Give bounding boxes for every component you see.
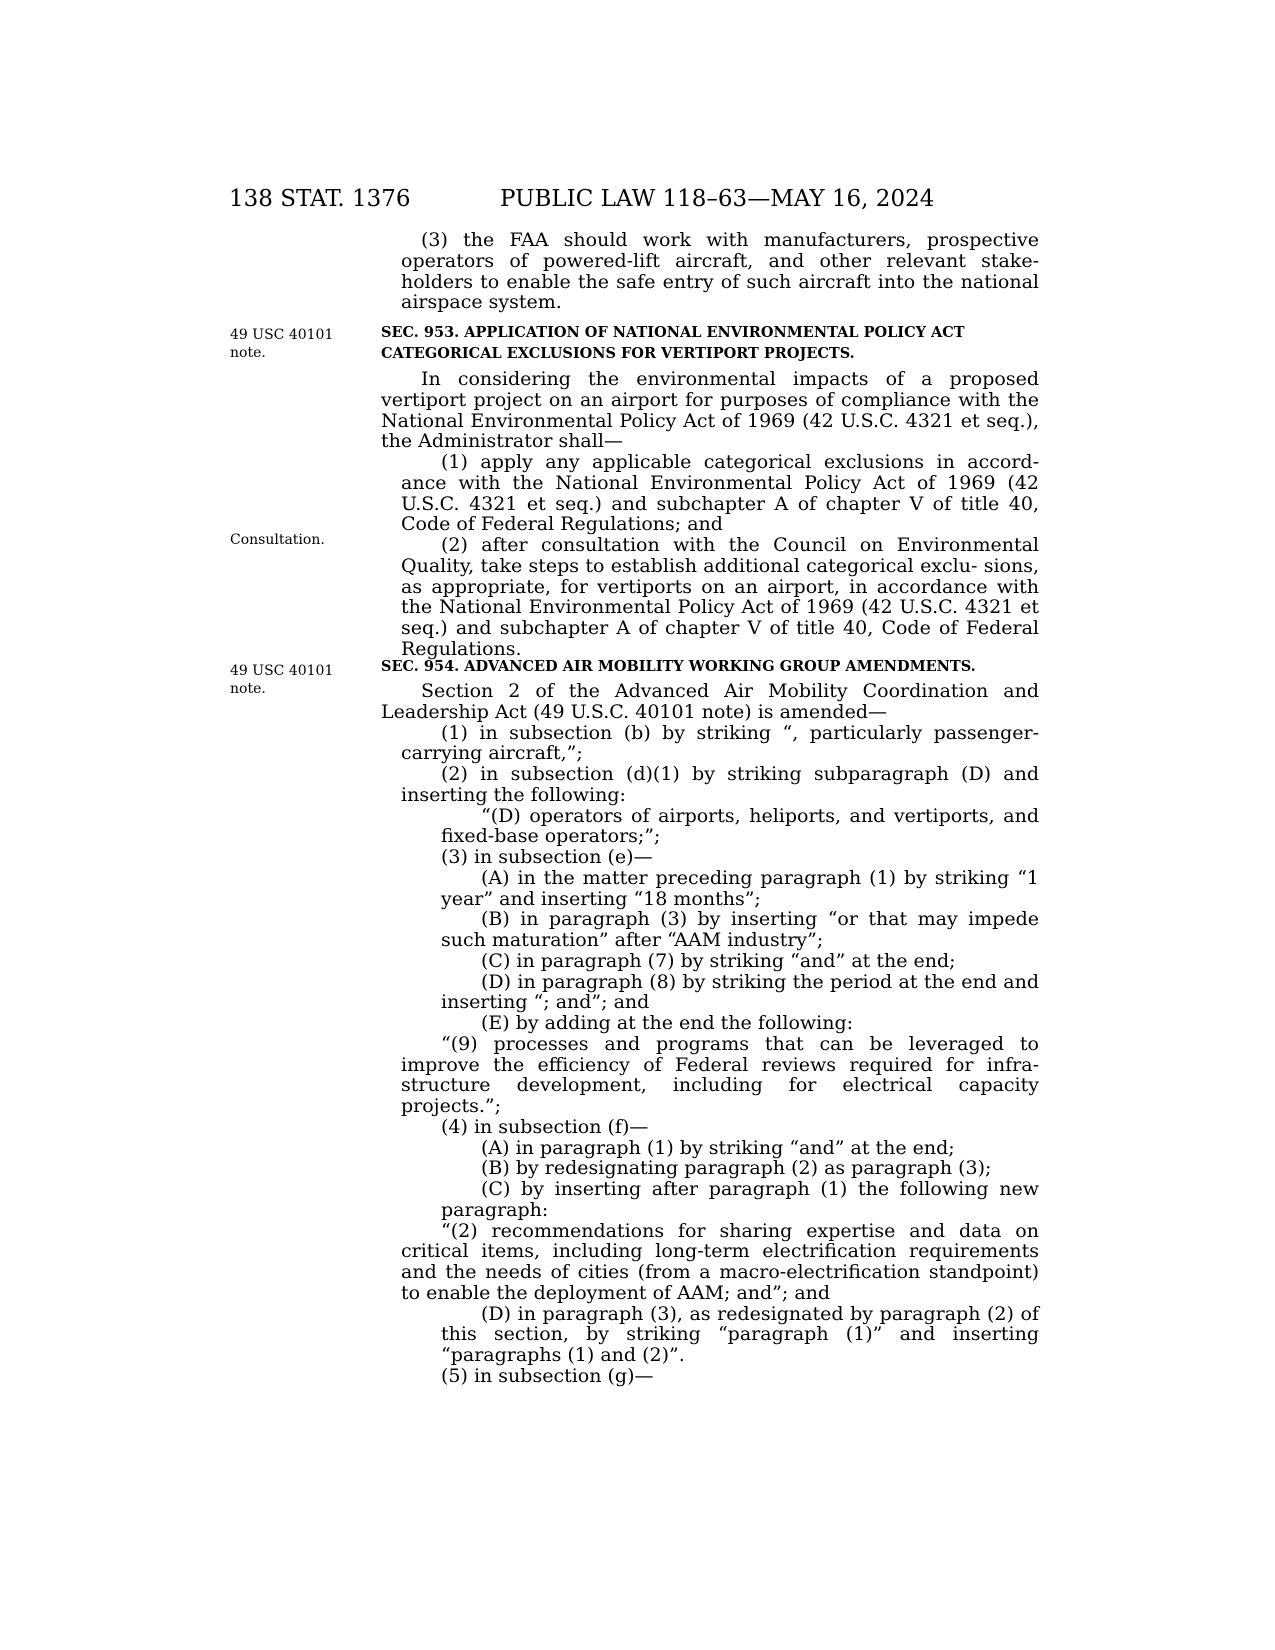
- section-954-item-3A: (A) in the matter preceding paragraph (1) by striking “1 year” and inserting “18 months”;: [441, 866, 1039, 910]
- section-954-item-4D: (D) in paragraph (3), as redesignated by paragraph (2) of this section, by striking “paragraph (1)” and inserting “paragraphs (1) and (2)”.: [441, 1302, 1039, 1366]
- margin-note-consultation: Consultation.: [230, 532, 325, 548]
- margin-note-usc-2: 49 USC 40101 note.: [230, 663, 334, 697]
- section-954-item-4B: (B) by redesignating paragraph (2) as paragraph (3);: [481, 1157, 992, 1180]
- section-954-heading: SEC. 954. ADVANCED AIR MOBILITY WORKING GROUP AMENDMENTS.: [381, 658, 976, 675]
- section-954: [381, 656, 1039, 1387]
- section-953-intro: In considering the environmental impacts of a proposed vertiport project on an airport for purposes of compliance with the National Environmental Policy Act of 1969 (42 U.S.C. 4321 et seq.), the Administrator shall—: [381, 368, 1039, 453]
- section-954-item-2-quote: “(D) operators of airports, heliports, and vertiports, and fixed-base operators;”;: [441, 804, 1039, 848]
- section-954-item-4C-quote: “(2) recommendations for sharing expertise and data on critical items, including long-term electrification requirements and the needs of cities (from a macro-electrification standpoint) to enable the deployment of AAM; and”; and: [401, 1219, 1039, 1304]
- continued-paragraph-block: [381, 230, 1039, 313]
- section-953-item-2: (2) after consultation with the Council on Environmental Quality, take steps to establish additional categorical exclu- sions, as appropriate, for vertiports on an airport, in accordance with the National Environmental Policy Act of 1969 (42 U.S.C. 4321 et seq.) and subchapter A of chapter V of title 40, Code of Federal Regulations.: [401, 534, 1039, 660]
- section-954-item-5: (5) in subsection (g)—: [441, 1364, 654, 1387]
- paragraph-3: (3) the FAA should work with manufacturers, prospective operators of powered-lift aircraft, and other relevant stake- holders to enable the safe entry of such aircraft into the national airspace system.: [401, 229, 1039, 314]
- section-954-item-1: (1) in subsection (b) by striking “, particularly passenger- carrying aircraft,”;: [401, 721, 1039, 765]
- section-954-item-4: (4) in subsection (f)—: [441, 1115, 649, 1138]
- section-954-item-3E: (E) by adding at the end the following:: [481, 1012, 854, 1034]
- section-953-heading: SEC. 953. APPLICATION OF NATIONAL ENVIRONMENTAL POLICY ACT CATEGORICAL EXCLUSIONS FOR VERTIPORT PROJECTS.: [381, 324, 965, 362]
- margin-note-usc-1: 49 USC 40101 note.: [230, 327, 334, 361]
- stat-reference: 138 STAT. 1376: [229, 186, 411, 212]
- section-954-item-3C: (C) in paragraph (7) by striking “and” at the end;: [481, 949, 956, 972]
- section-954-item-2: (2) in subsection (d)(1) by striking subparagraph (D) and inserting the following:: [401, 763, 1039, 806]
- section-954-item-3D: (D) in paragraph (8) by striking the period at the end and inserting “; and”; and: [441, 970, 1039, 1014]
- section-954-item-3B: (B) in paragraph (3) by inserting “or that may impede such maturation” after “AAM industry”;: [441, 908, 1039, 951]
- section-954-item-3: (3) in subsection (e)—: [441, 846, 653, 868]
- running-header: PUBLIC LAW 118–63—MAY 16, 2024: [500, 186, 935, 212]
- section-954-intro: Section 2 of the Advanced Air Mobility Coordination and Leadership Act (49 U.S.C. 40101 note) is amended—: [381, 680, 1039, 723]
- section-953-item-1: (1) apply any applicable categorical exclusions in accord- ance with the National Environmental Policy Act of 1969 (42 U.S.C. 4321 et seq.) and subchapter A of chapter V of title 40, Code of Federal Regulations; and: [401, 451, 1039, 536]
- section-953: [381, 322, 1039, 660]
- section-954-item-3E-quote: “(9) processes and programs that can be leveraged to improve the efficiency of Federal reviews required for infra- structure development, including for electrical capacity projects.”;: [401, 1032, 1039, 1117]
- section-954-item-4A: (A) in paragraph (1) by striking “and” at the end;: [481, 1136, 955, 1159]
- section-954-item-4C: (C) by inserting after paragraph (1) the following new paragraph:: [441, 1178, 1039, 1221]
